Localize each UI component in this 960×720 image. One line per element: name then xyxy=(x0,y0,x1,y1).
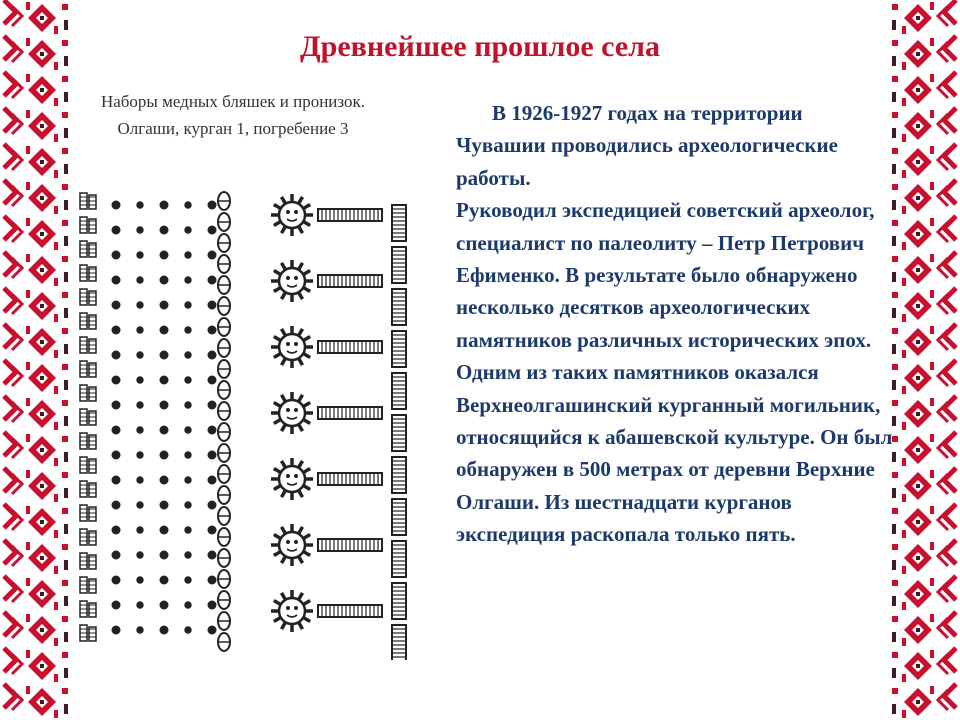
right-ornament-border xyxy=(890,0,960,720)
paragraph-main: Руководил экспедицией советский археолог, специалист по палеолиту – Петр Петрович Ефименко. В результате было обнаружено несколько десятков археологических памятников различных исторических эпох. Одним из таких памятников оказался Верхнеолгашинский курганный могильник, относящийся к абашевской культуре. Он был обнаружен в 500 метрах от деревни Верхние Олгаши. Из шестнадцати курганов экспедиция раскопала только пять. xyxy=(456,198,893,547)
article-text xyxy=(456,97,896,717)
artifact-drawing xyxy=(74,185,424,660)
left-ornament-border xyxy=(0,0,70,720)
slide-title: Древнейшее прошлое села xyxy=(300,30,660,63)
paragraph-intro: В 1926-1927 годах на территории Чувашии проводились археологические работы. xyxy=(456,101,838,190)
figure-caption: Наборы медных бляшек и пронизок. Олгаши, курган 1, погребение 3 xyxy=(100,92,366,138)
